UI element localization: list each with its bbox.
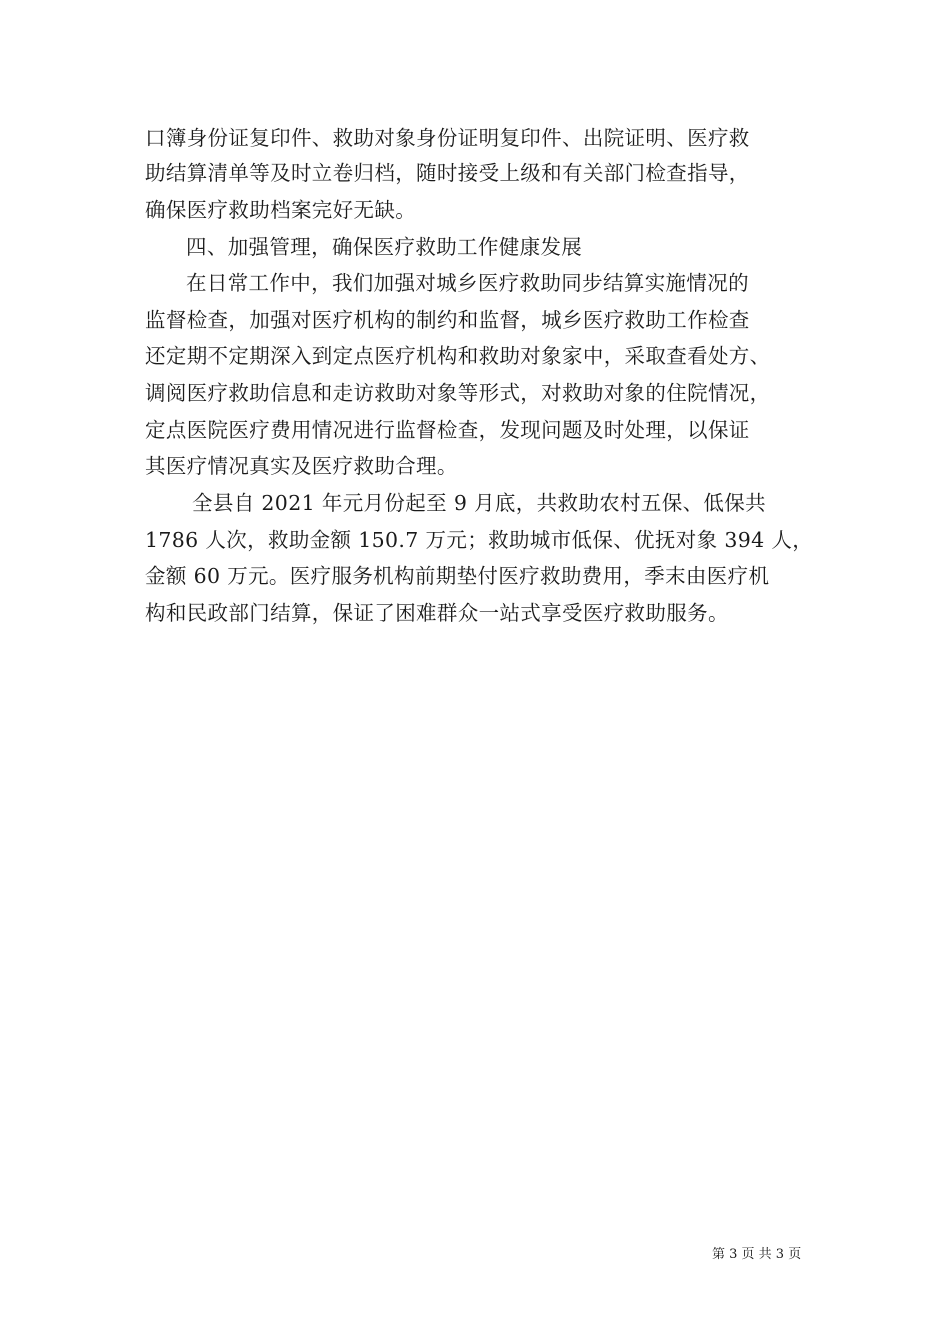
text-line: 调阅医疗救助信息和走访救助对象等形式，对救助对象的住院情况， <box>145 381 771 405</box>
text-line: 定点医院医疗费用情况进行监督检查，发现问题及时处理，以保证 <box>145 418 750 442</box>
text-line: 金额 60 万元。医疗服务机构前期垫付医疗救助费用，季末由医疗机 <box>145 564 770 588</box>
text-line: 还定期不定期深入到定点医疗机构和救助对象家中，采取查看处方、 <box>145 344 771 368</box>
text-line: 全县自 2021 年元月份起至 9 月底，共救助农村五保、低保共 <box>192 491 766 515</box>
text-line: 在日常工作中，我们加强对城乡医疗救助同步结算实施情况的 <box>186 271 749 295</box>
text-line: 其医疗情况真实及医疗救助合理。 <box>145 454 458 478</box>
text-line: 助结算清单等及时立卷归档，随时接受上级和有关部门检查指导， <box>145 161 750 185</box>
text-line: 构和民政部门结算，保证了困难群众一站式享受医疗救助服务。 <box>145 601 729 625</box>
text-line: 确保医疗救助档案完好无缺。 <box>145 198 417 222</box>
text-line: 1786 人次，救助金额 150.7 万元；救助城市低保、优抚对象 394 人， <box>145 528 814 552</box>
page-number: 第 3 页 共 3 页 <box>712 1247 802 1262</box>
section-heading: 四、加强管理，确保医疗救助工作健康发展 <box>186 235 583 259</box>
text-line: 口簿身份证复印件、救助对象身份证明复印件、出院证明、医疗救 <box>145 126 750 150</box>
text-line: 监督检查，加强对医疗机构的制约和监督，城乡医疗救助工作检查 <box>145 308 750 332</box>
